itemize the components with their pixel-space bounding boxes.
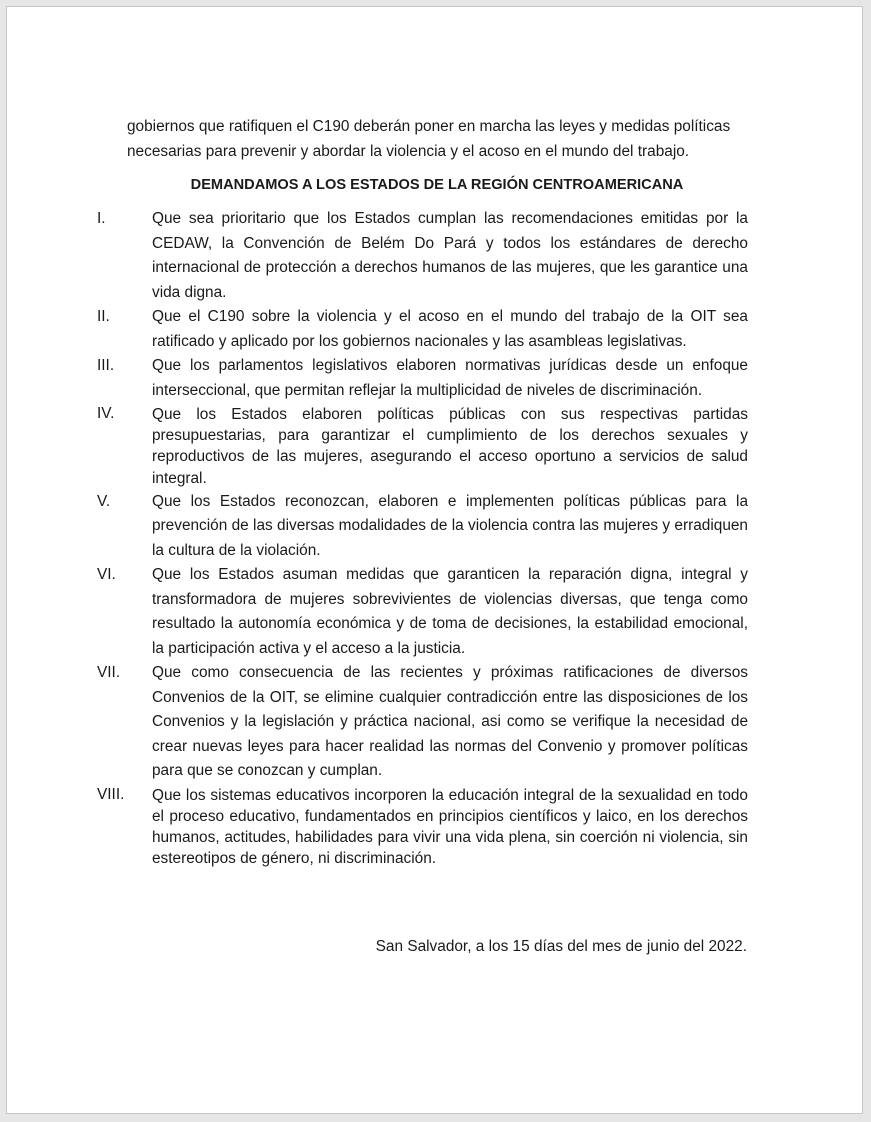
document-page <box>6 6 863 1114</box>
section-heading: DEMANDAMOS A LOS ESTADOS DE LA REGIÓN CENTROAMERICANA <box>190 177 684 193</box>
list-item-number: IV. <box>97 405 115 422</box>
list-item-4 <box>97 403 748 490</box>
list-item-5 <box>97 490 748 564</box>
list-item-number: V. <box>97 492 111 510</box>
list-item-number: VII. <box>97 664 121 682</box>
list-item-number: I. <box>97 210 106 227</box>
intro-paragraph: gobiernos que ratifiquen el C190 deberán poner en marcha las leyes y medidas políticas necesarias para prevenir y abordar la violencia y el acoso en el mundo del trabajo. <box>127 118 731 160</box>
demands-list <box>97 207 748 871</box>
list-item-text: Que los Estados elaboren políticas públicas con sus respectivas partidas presupuestarias, para garantizar el cumplimiento de los derechos sexuales y reproductivos de las mujeres, asegurando el acceso oportuno a servicios de salud integral. <box>152 406 748 487</box>
list-item-text: Que los sistemas educativos incorporen la educación integral de la sexualidad en todo el proceso educativo, fundamentados en principios científicos y laico, en los derechos humanos, actitudes, habilidades para vivir una vida plena, sin coerción ni violencia, sin estereotipos de género, ni discriminación. <box>152 786 748 868</box>
list-item-text: Que como consecuencia de las recientes y próximas ratificaciones de diversos Convenios de la OIT, se elimine cualquier contradicción entre las disposiciones de los Convenios y la legislación y práctica nacional, asi como se verifique la necesidad de crear nuevas leyes para hacer realidad las normas del Convenio y promover políticas para que se conozcan y cumplan. <box>152 664 748 780</box>
list-item-text: Que los Estados asuman medidas que garanticen la reparación digna, integral y transformadora de mujeres sobrevivientes de violencias diversas, que tenga como resultado la autonomía económica y de toma de decisiones, la estabilidad emocional, la participación activa y el acceso a la justicia. <box>152 566 748 657</box>
list-item-8 <box>97 784 748 871</box>
list-item-number: III. <box>97 357 115 374</box>
list-item-text: Que el C190 sobre la violencia y el acoso en el mundo del trabajo de la OIT sea ratificado y aplicado por los gobiernos nacionales y las asambleas legislativas. <box>152 308 748 350</box>
list-item-text: Que los parlamentos legislativos elaboren normativas jurídicas desde un enfoque interseccional, que permitan reflejar la multiplicidad de niveles de discriminación. <box>152 357 748 399</box>
list-item-7 <box>97 661 748 784</box>
list-item-text: Que los Estados reconozcan, elaboren e implementen políticas públicas para la prevención de las diversas modalidades de la violencia contra las mujeres y erradiquen la cultura de la violación. <box>152 492 748 559</box>
list-item-number: VIII. <box>97 785 125 803</box>
list-item-number: VI. <box>97 566 116 584</box>
list-item-1 <box>97 207 748 305</box>
list-item-3 <box>97 354 748 403</box>
list-item-number: II. <box>97 308 110 325</box>
list-item-2 <box>97 305 748 354</box>
list-item-text: Que sea prioritario que los Estados cumplan las recomendaciones emitidas por la CEDAW, la Convención de Belém Do Pará y todos los estándares de derecho internacional de protección a derechos humanos de las mujeres, que les garantice una vida digna. <box>152 210 748 301</box>
closing-line: San Salvador, a los 15 días del mes de junio del 2022. <box>375 938 747 955</box>
list-item-6 <box>97 563 748 661</box>
